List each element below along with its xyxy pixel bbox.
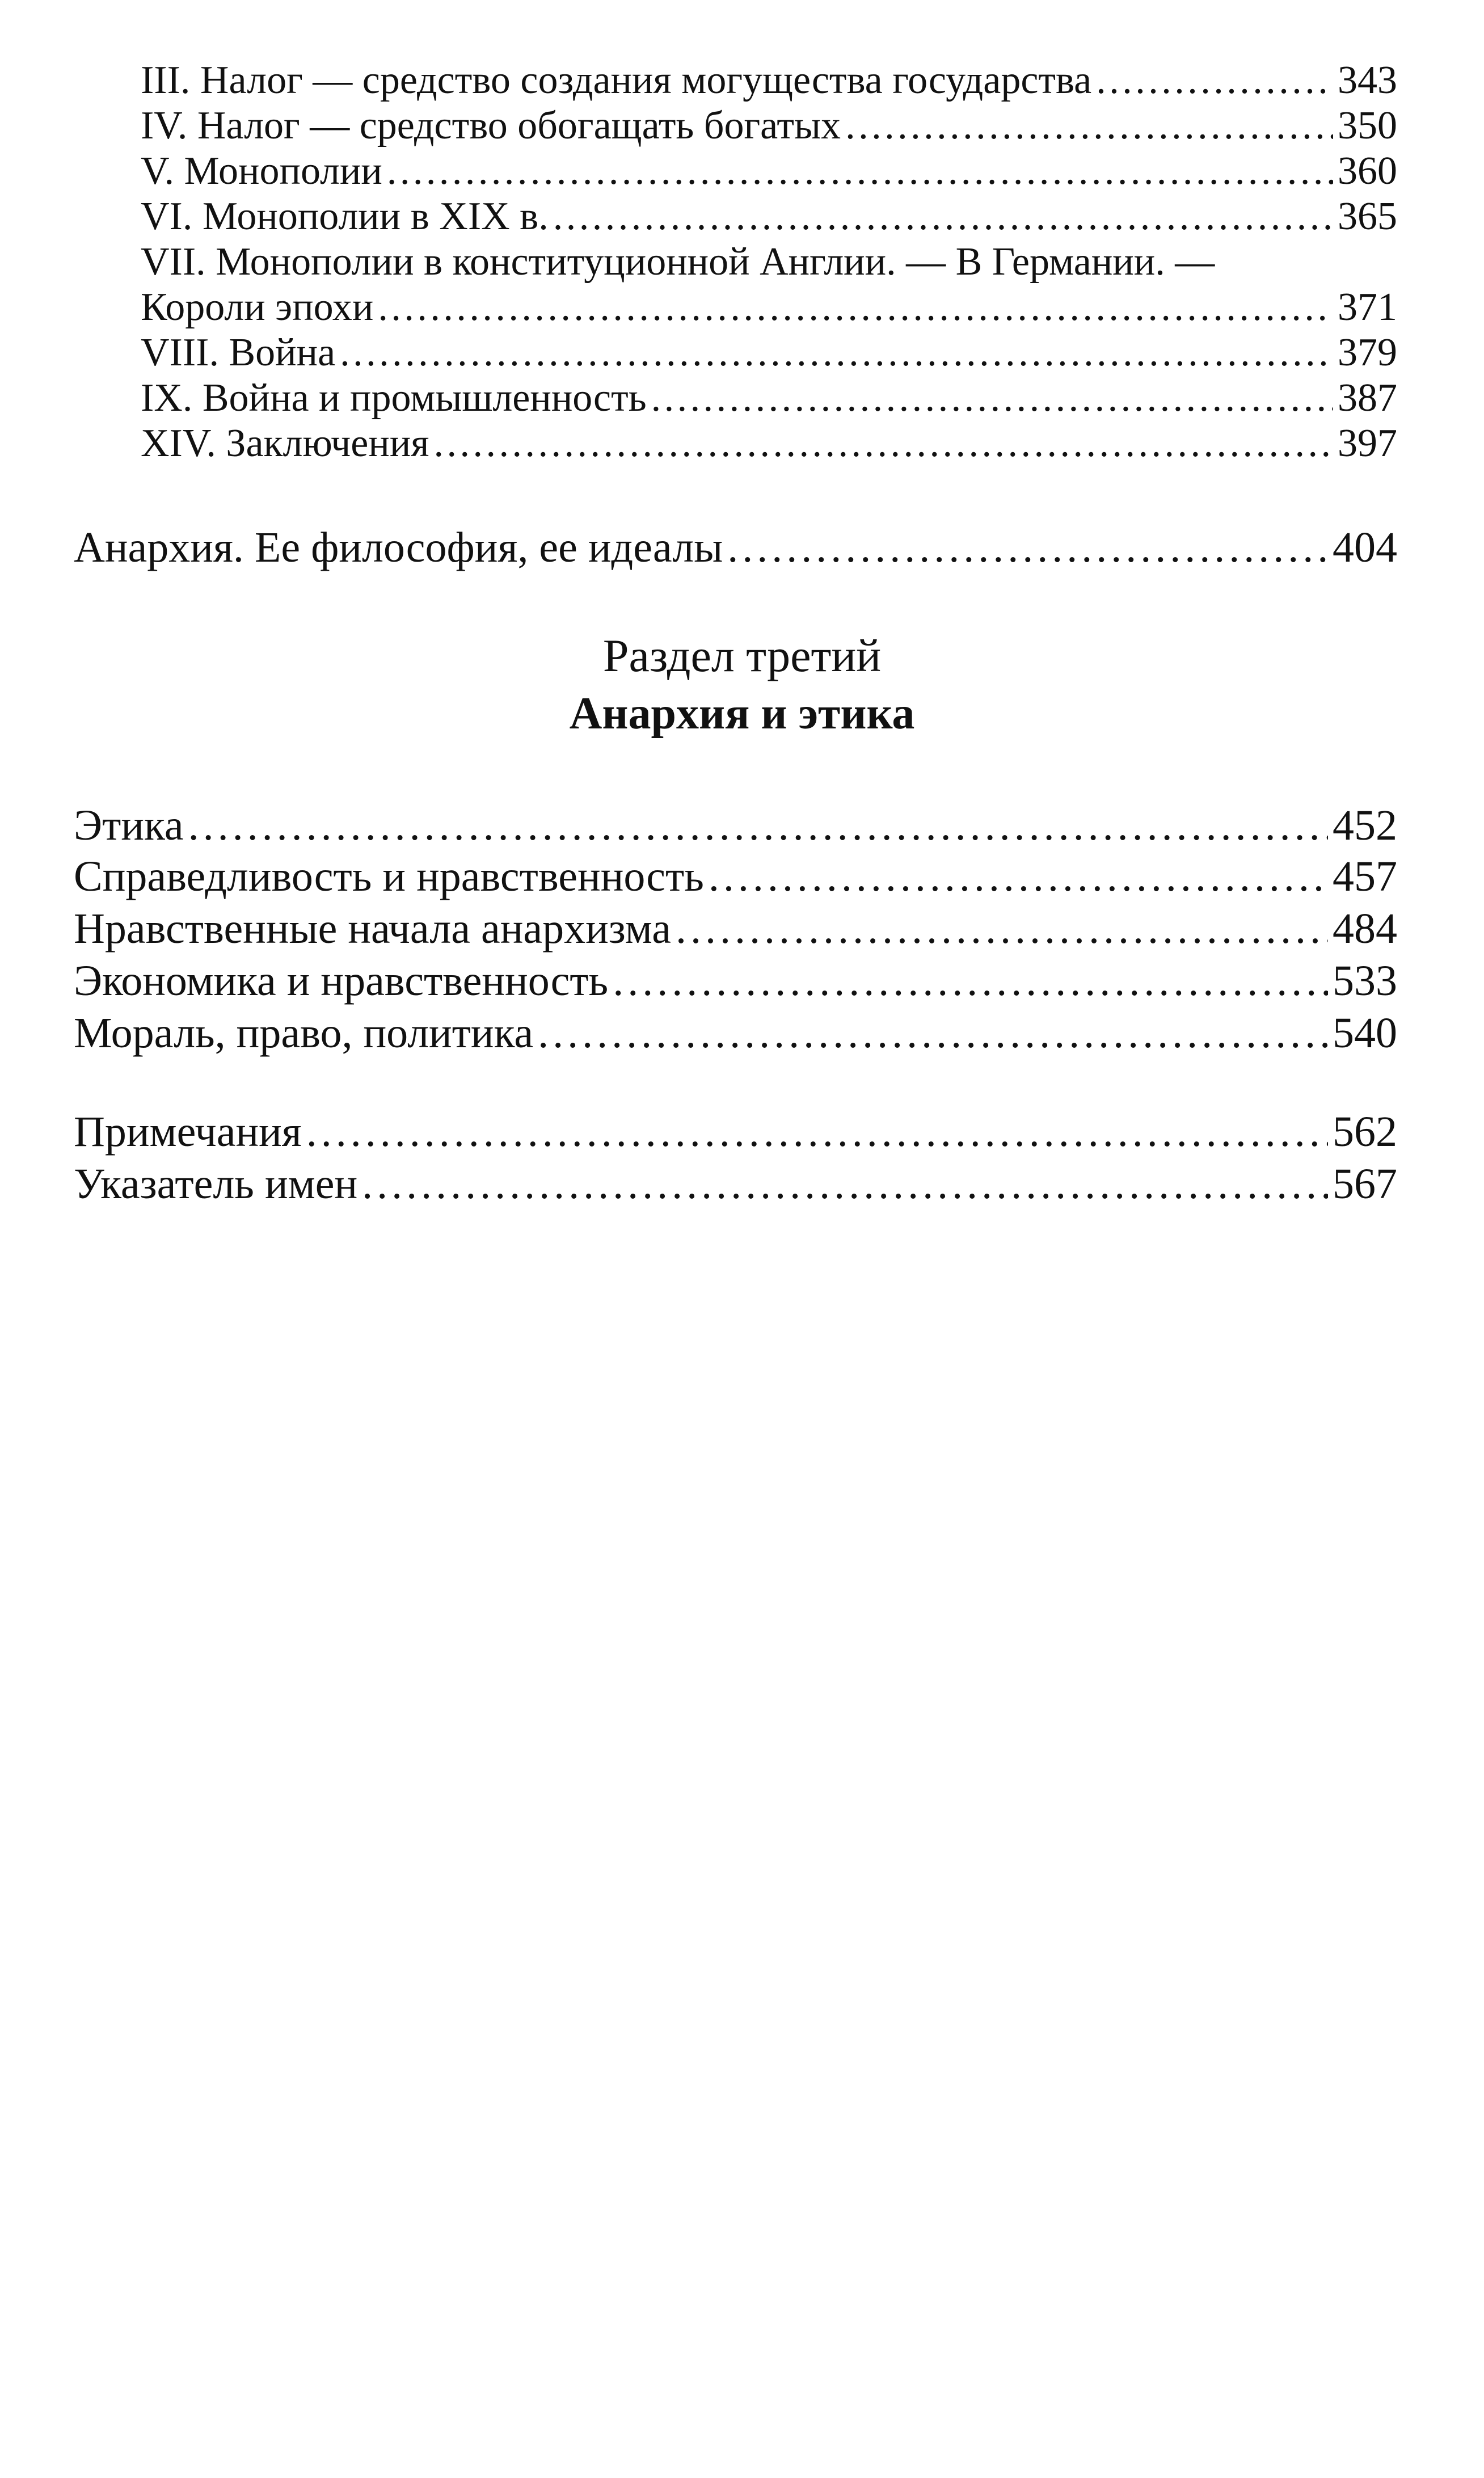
dot-leader bbox=[340, 330, 1333, 376]
dot-leader bbox=[362, 1158, 1328, 1210]
toc-entry bbox=[74, 851, 1397, 902]
toc-entry-title: Справедливость и нравственность bbox=[74, 853, 704, 900]
toc-entry bbox=[141, 58, 1397, 103]
toc-entry-page: 562 bbox=[1333, 1108, 1397, 1156]
toc-entry-page: 360 bbox=[1338, 149, 1397, 193]
toc-entry-page: 379 bbox=[1338, 331, 1397, 374]
toc-entry-title: Примечания bbox=[74, 1108, 302, 1156]
toc-entry bbox=[141, 103, 1397, 149]
toc-entry bbox=[74, 1106, 1397, 1157]
toc-entry-title: III. Налог — средство создания могущества государства bbox=[141, 58, 1092, 102]
dot-leader bbox=[378, 285, 1333, 330]
dot-leader bbox=[553, 194, 1333, 239]
dot-leader bbox=[676, 903, 1328, 954]
toc-entry bbox=[74, 1008, 1397, 1059]
toc-entry-title: VI. Монополии в XIX в. bbox=[141, 195, 549, 238]
dot-leader bbox=[306, 1106, 1328, 1157]
toc-entry bbox=[141, 194, 1397, 239]
toc-entry-page: 533 bbox=[1333, 957, 1397, 1005]
dot-leader bbox=[1096, 58, 1333, 103]
toc-entry-title: Короли эпохи bbox=[141, 285, 374, 329]
toc-entry-title: Анархия. Ее философия, ее идеалы bbox=[74, 524, 723, 571]
toc-entry-title: XIV. Заключения bbox=[141, 422, 429, 465]
toc-entry bbox=[141, 149, 1397, 194]
toc-entry-page: 484 bbox=[1333, 905, 1397, 953]
toc-entry bbox=[74, 1158, 1397, 1210]
dot-leader bbox=[188, 800, 1328, 851]
toc-entry-title: Указатель имен bbox=[74, 1160, 358, 1208]
toc-entry-title: Мораль, право, политика bbox=[74, 1009, 534, 1057]
toc-entry-page: 350 bbox=[1338, 104, 1397, 148]
toc-entry bbox=[141, 285, 1397, 330]
dot-leader bbox=[651, 376, 1333, 421]
dot-leader bbox=[709, 851, 1328, 902]
toc-entry-title: IX. Война и промышленность bbox=[141, 376, 647, 420]
toc-entry bbox=[141, 421, 1397, 466]
toc-entry bbox=[74, 903, 1397, 954]
toc-entry-title-line1: VII. Монополии в конституционной Англии. — В Германии. — bbox=[141, 240, 1215, 284]
toc-entry-page: 365 bbox=[1338, 195, 1397, 238]
toc-entry-page: 371 bbox=[1338, 285, 1397, 329]
toc-entry-page: 404 bbox=[1333, 524, 1397, 571]
toc-entry-page: 397 bbox=[1338, 422, 1397, 465]
dot-leader bbox=[613, 955, 1328, 1006]
dot-leader bbox=[387, 149, 1333, 194]
toc-entry bbox=[141, 376, 1397, 421]
toc-entry-page: 452 bbox=[1333, 802, 1397, 849]
toc-entry-page: 343 bbox=[1338, 58, 1397, 102]
toc-entry-page: 387 bbox=[1338, 376, 1397, 420]
toc-entry-title: IV. Налог — средство обогащать богатых bbox=[141, 104, 841, 148]
toc-entry-page: 540 bbox=[1333, 1009, 1397, 1057]
toc-entry-page: 567 bbox=[1333, 1160, 1397, 1208]
dot-leader bbox=[845, 103, 1333, 149]
section-title: Анархия и этика bbox=[569, 689, 915, 739]
dot-leader bbox=[434, 421, 1334, 466]
toc-entry-title: Нравственные начала анархизма bbox=[74, 905, 672, 953]
toc-entry-title: V. Монополии bbox=[141, 149, 382, 193]
toc-entry bbox=[74, 522, 1397, 573]
dot-leader bbox=[538, 1008, 1328, 1059]
toc-entry bbox=[74, 800, 1397, 851]
dot-leader bbox=[727, 522, 1328, 573]
toc-entry bbox=[74, 955, 1397, 1006]
toc-entry-title: Этика bbox=[74, 802, 184, 849]
toc-entry-title: Экономика и нравственность bbox=[74, 957, 609, 1005]
section-label: Раздел третий bbox=[602, 630, 882, 681]
toc-entry-title: VIII. Война bbox=[141, 331, 336, 374]
toc-entry-page: 457 bbox=[1333, 853, 1397, 900]
toc-entry bbox=[141, 330, 1397, 376]
